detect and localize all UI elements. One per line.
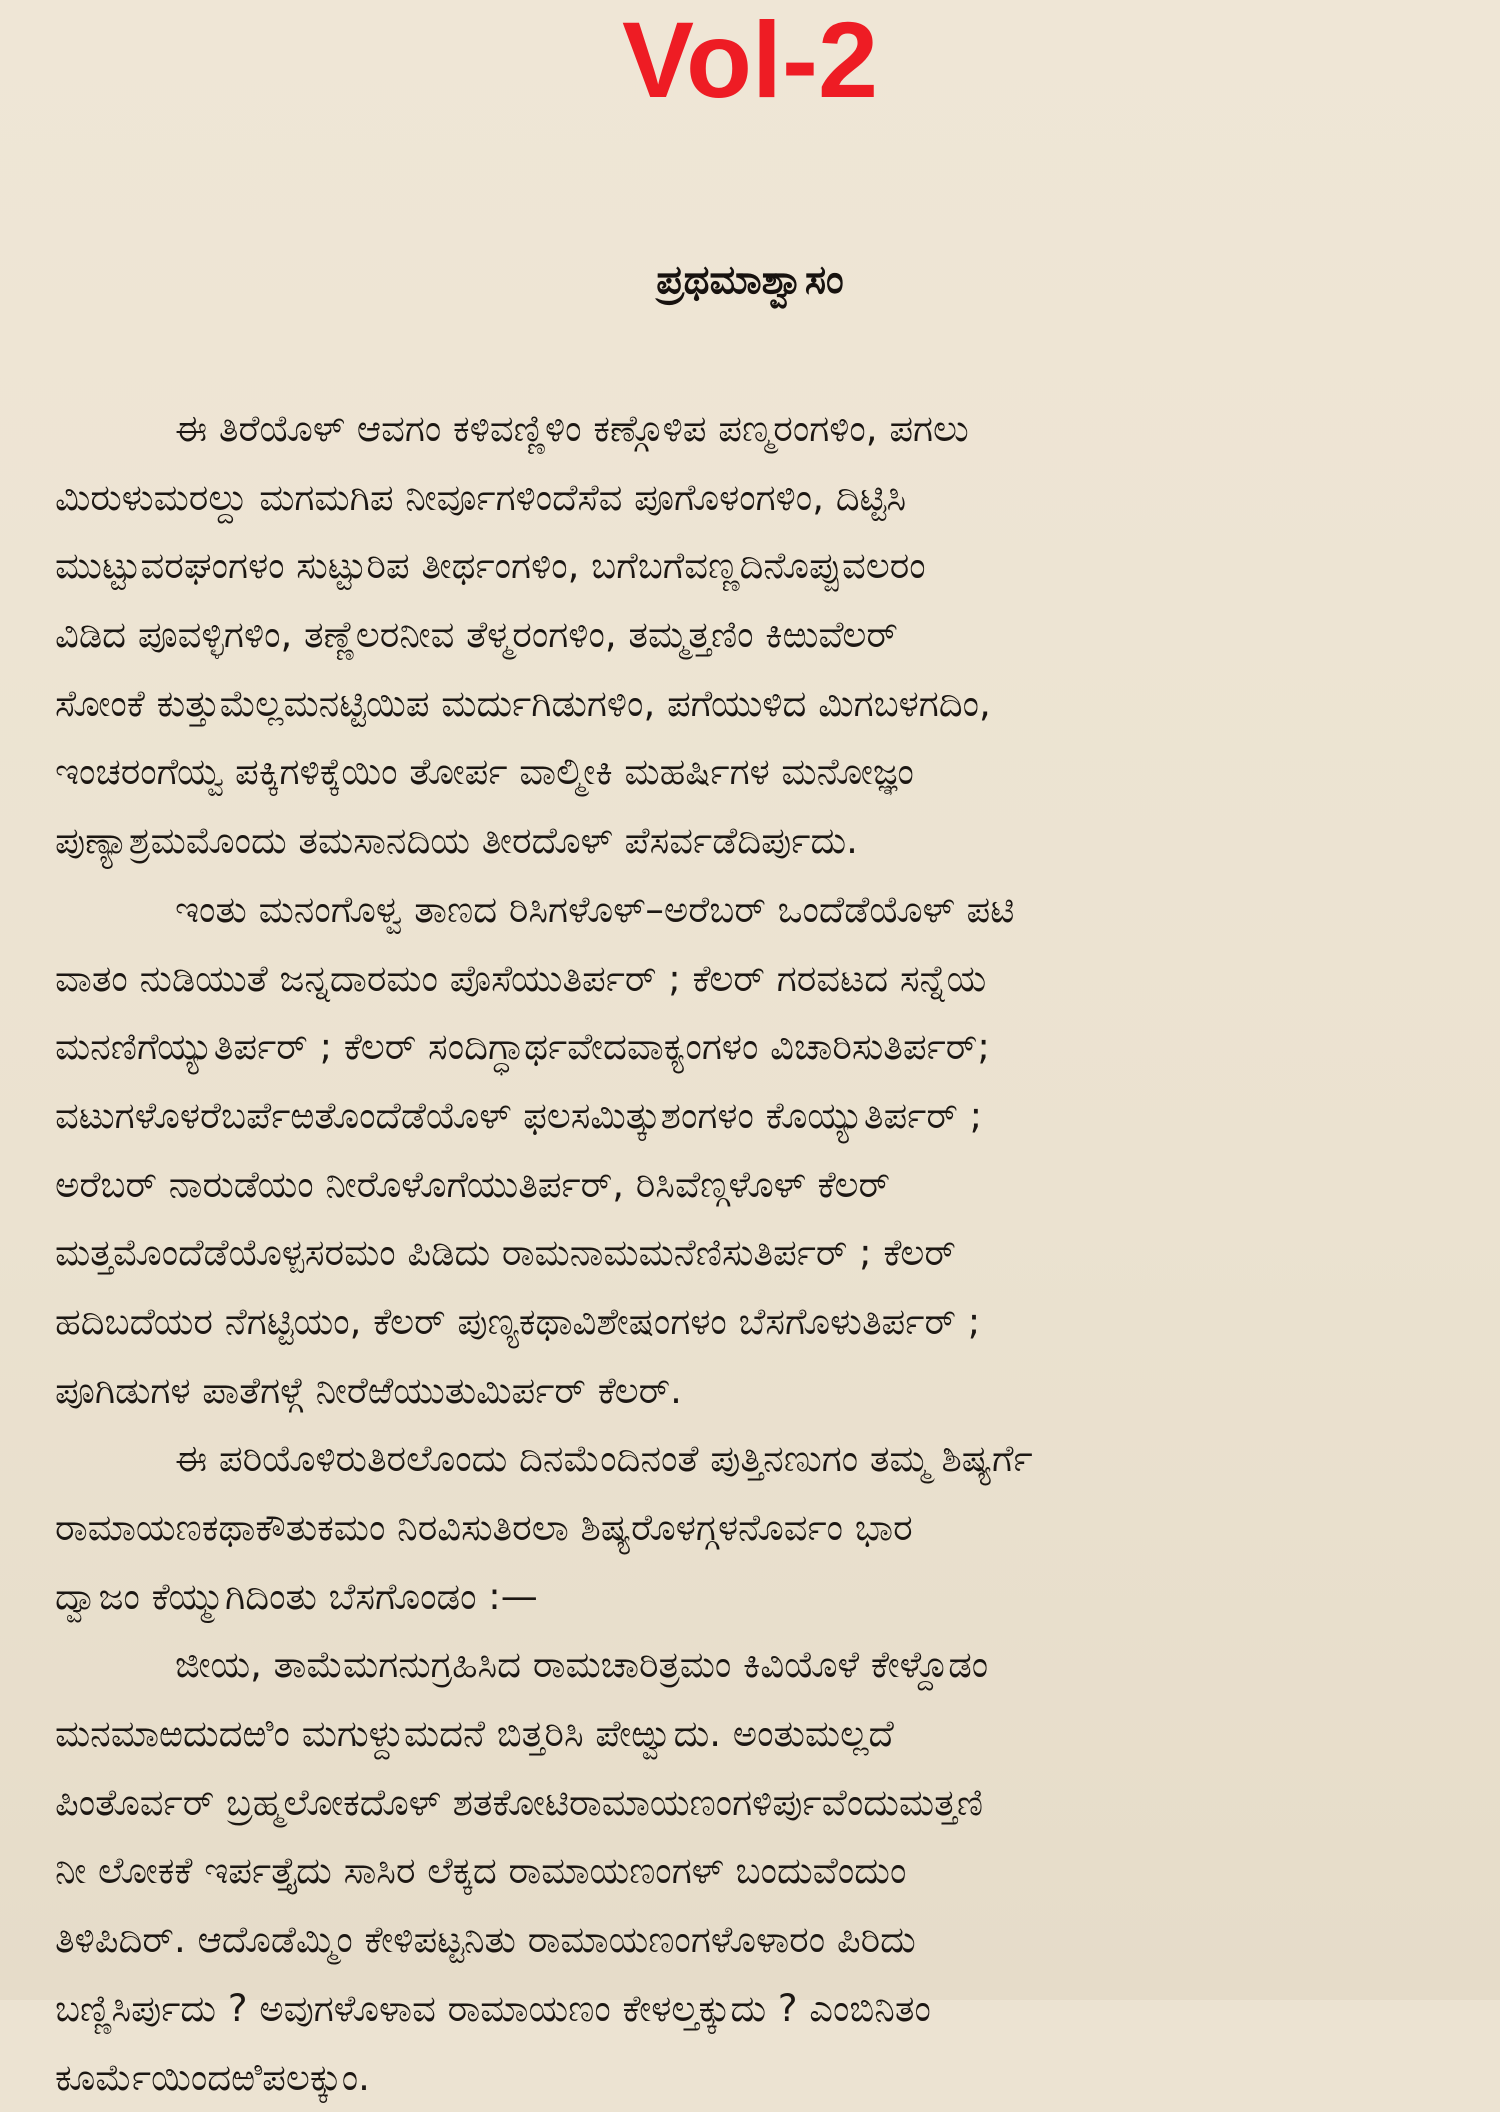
chapter-heading: ಪ್ರಥಮಾಶ್ವಾಸಂ [0, 250, 1500, 310]
text-line: ಈ ಪರಿಯೊಳಿರುತಿರಲೊಂದು ದಿನಮೆಂದಿನಂತೆ ಪುತ್ತಿನಣುಗಂ ತಮ್ಮ ಶಿಷ್ಯರ್ಗೆ [55, 1425, 1445, 1494]
text-line: ಪೂಗಿಡುಗಳ ಪಾತೆಗಳ್ಗೆ ನೀರೆಱೆಯುತುಮಿರ್ಪರ್ ಕೆಲರ್. [55, 1357, 1445, 1426]
text-line: ದ್ವಾಜಂ ಕೆಯ್ಮುಗಿದಿಂತು ಬೆಸಗೊಂಡಂ :— [55, 1563, 1445, 1632]
text-line: ತಿಳಿಪಿದಿರ್. ಆದೊಡೆಮ್ಮಿಂ ಕೇಳಿಪಟ್ಟನಿತು ರಾಮಾಯಣಂಗಳೊಳಾರಂ ಪಿರಿದು [55, 1906, 1445, 1975]
text-line: ವಟುಗಳೊಳರೆಬರ್ಪೆಱತೊಂದೆಡೆಯೊಳ್ ಫಲಸಮಿತ್ಕುಶಂಗಳಂ ಕೊಯ್ಯುತಿರ್ಪರ್ ; [55, 1082, 1445, 1151]
text-line: ಮತ್ತಮೊಂದೆಡೆಯೊಳ್ಪಸರಮಂ ಪಿಡಿದು ರಾಮನಾಮಮನೆಣಿಸುತಿರ್ಪರ್ ; ಕೆಲರ್ [55, 1219, 1445, 1288]
text-line: ಪುಣ್ಯಾಶ್ರಮಮೊಂದು ತಮಸಾನದಿಯ ತೀರದೊಳ್ ಪೆಸರ್ವಡೆದಿರ್ಪುದು. [55, 807, 1445, 876]
text-line: ವಿಡಿದ ಪೂವಳ್ಳಿಗಳಿಂ, ತಣ್ಣೆಲರನೀವ ತೆಳ್ಮರಂಗಳಿಂ, ತಮ್ಮತ್ತಣಿಂ ಕಿಱುವೆಲರ್ [55, 601, 1445, 670]
text-line: ಕೂರ್ಮೆಯಿಂದಱಿಪಲಕ್ಕುಂ. [55, 2044, 1445, 2112]
text-line: ಮನಣಿಗೆಯ್ಯುತಿರ್ಪರ್ ; ಕೆಲರ್ ಸಂದಿಗ್ಧಾರ್ಥವೇದವಾಕ್ಯಂಗಳಂ ವಿಚಾರಿಸುತಿರ್ಪರ್; [55, 1013, 1445, 1082]
text-line: ಮಿರುಳುಮರಲ್ದು ಮಗಮಗಿಪ ನೀರ್ವೂಗಳಿಂದೆಸೆವ ಪೂಗೊಳಂಗಳಿಂ, ದಿಟ್ಟಿಸಿ [55, 464, 1445, 533]
body-text [55, 395, 1445, 2112]
text-line: ಪಿಂತೊರ್ವರ್ ಬ್ರಹ್ಮಲೋಕದೊಳ್ ಶತಕೋಟಿರಾಮಾಯಣಂಗಳಿರ್ಪುವೆಂದುಮತ್ತಣಿ [55, 1769, 1445, 1838]
text-line: ಸೋಂಕೆ ಕುತ್ತುಮೆಲ್ಲಮನಟ್ಟಿಯಿಪ ಮರ್ದುಗಿಡುಗಳಿಂ, ಪಗೆಯುಳಿದ ಮಿಗಬಳಗದಿಂ, [55, 670, 1445, 739]
text-line: ವಾತಂ ನುಡಿಯುತೆ ಜನ್ನದಾರಮಂ ಪೊಸೆಯುತಿರ್ಪರ್ ; ಕೆಲರ್ ಗರವಟದ ಸನ್ನೆಯ [55, 945, 1445, 1014]
text-line: ನೀ ಲೋಕಕೆ ಇರ್ಪತ್ತೈದು ಸಾಸಿರ ಲೆಕ್ಕದ ರಾಮಾಯಣಂಗಳ್ ಬಂದುವೆಂದುಂ [55, 1837, 1445, 1906]
text-line: ಮುಟ್ಟುವರಘಂಗಳಂ ಸುಟ್ಟುರಿಪ ತೀರ್ಥಂಗಳಿಂ, ಬಗೆಬಗೆವಣ್ಣದಿನೊಪ್ಪುವಲರಂ [55, 532, 1445, 601]
text-line: ಅರೆಬರ್ ನಾರುಡೆಯಂ ನೀರೊಳೊಗೆಯುತಿರ್ಪರ್, ರಿಸಿವೆಣ್ಗಳೊಳ್ ಕೆಲರ್ [55, 1151, 1445, 1220]
text-line: ಮನಮಾಱದುದಱಿಂ ಮಗುಳ್ದುಮದನೆ ಬಿತ್ತರಿಸಿ ಪೇಱ್ವುದು. ಅಂತುಮಲ್ಲದೆ [55, 1700, 1445, 1769]
text-line: ಹದಿಬದೆಯರ ನೆಗಟ್ಟಿಯಂ, ಕೆಲರ್ ಪುಣ್ಯಕಥಾವಿಶೇಷಂಗಳಂ ಬೆಸಗೊಳುತಿರ್ಪರ್ ; [55, 1288, 1445, 1357]
text-line: ಈ ತಿರೆಯೊಳ್ ಆವಗಂ ಕಳಿವಣ್ಣಿಳಿಂ ಕಣ್ಗೊಳಿಪ ಪಣ್ಮರಂಗಳಿಂ, ಪಗಲು [55, 395, 1445, 464]
text-line: ಬಣ್ಣಿಸಿರ್ಪುದು ? ಅವುಗಳೊಳಾವ ರಾಮಾಯಣಂ ಕೇಳಲ್ತಕ್ಕುದು ? ಎಂಬಿನಿತಂ [55, 1975, 1445, 2044]
text-line: ಇಂಚರಂಗೆಯ್ವ ಪಕ್ಕಿಗಳಿಕ್ಕೆಯಿಂ ತೋರ್ಪ ವಾಲ್ಮೀಕಿ ಮಹರ್ಷಿಗಳ ಮನೋಜ್ಞಂ [55, 738, 1445, 807]
text-line: ಜೀಯ, ತಾಮೆಮಗನುಗ್ರಹಿಸಿದ ರಾಮಚಾರಿತ್ರಮಂ ಕಿವಿಯೊಳೆ ಕೇಳ್ದೊಡಂ [55, 1631, 1445, 1700]
volume-label: Vol-2 [0, 0, 1500, 120]
text-line: ರಾಮಾಯಣಕಥಾಕೌತುಕಮಂ ನಿರವಿಸುತಿರಲಾ ಶಿಷ್ಯರೊಳಗ್ಗಳನೊರ್ವಂ ಭಾರ [55, 1494, 1445, 1563]
text-line: ಇಂತು ಮನಂಗೊಳ್ವ ತಾಣದ ರಿಸಿಗಳೊಳ್–ಅರೆಬರ್ ಒಂದೆಡೆಯೊಳ್ ಪಟಿ [55, 876, 1445, 945]
